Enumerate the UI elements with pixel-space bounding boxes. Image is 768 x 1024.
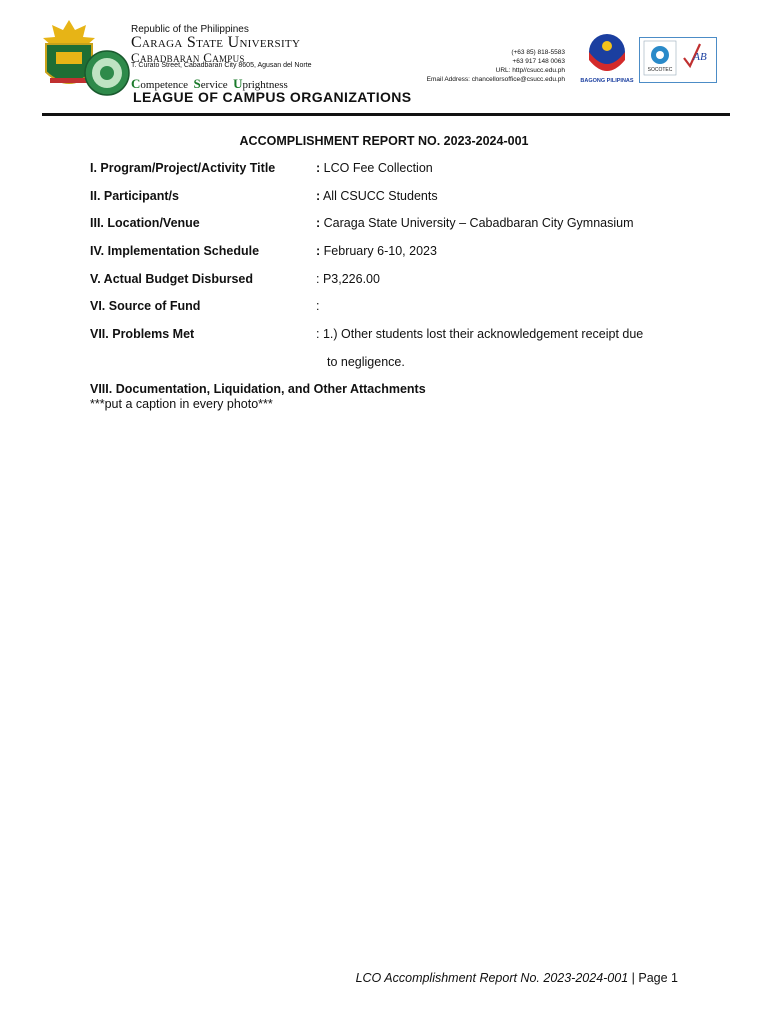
campus-seal-logo (84, 50, 130, 96)
report-title: ACCOMPLISHMENT REPORT NO. 2023-2024-001 (239, 134, 529, 148)
svg-text:BAGONG PILIPINAS: BAGONG PILIPINAS (580, 78, 634, 84)
university-name: Caraga State University (131, 34, 301, 51)
field-value-problems: : 1.) Other students lost their acknowledgement receipt due (316, 327, 644, 341)
bagong-pilipinas-logo (578, 32, 636, 84)
field-value-title: : LCO Fee Collection (316, 161, 433, 175)
documentation-heading: VIII. Documentation, Liquidation, and Other Attachments (90, 382, 426, 396)
contact-phone-2: +63 917 148 0063 (512, 58, 565, 65)
svg-text:SOCOTEC: SOCOTEC (647, 67, 673, 73)
field-label-schedule: IV. Implementation Schedule (90, 244, 260, 258)
footer-page-number: | Page 1 (631, 971, 678, 985)
field-label-fund-source: VI. Source of Fund (90, 299, 201, 313)
svg-text:AB: AB (693, 51, 707, 63)
contact-url: URL: http//csucc.edu.ph (495, 67, 565, 74)
field-value-fund-source: : (316, 299, 320, 313)
field-label-participants: II. Participant/s (90, 189, 179, 203)
campus-name: Cabadbaran Campus (131, 50, 245, 65)
caption-note: ***put a caption in every photo*** (90, 397, 273, 411)
republic-text: Republic of the Philippines (131, 24, 249, 35)
organization-name: LEAGUE OF CAMPUS ORGANIZATIONS (133, 89, 412, 105)
field-label-venue: III. Location/Venue (90, 216, 200, 230)
field-value-schedule: : February 6-10, 2023 (316, 244, 437, 258)
field-label-problems: VII. Problems Met (90, 327, 195, 341)
contact-phone-1: (+63 85) 818-5583 (511, 49, 565, 56)
certification-logos (639, 37, 717, 83)
field-value-budget: : P3,226.00 (316, 272, 380, 286)
field-value-participants: : All CSUCC Students (316, 189, 438, 203)
contact-email: Email Address: chancellorsoffice@csucc.edu.ph (426, 76, 565, 83)
campus-address: T. Curato Street, Cabadbaran City 8605, Agusan del Norte (131, 62, 312, 69)
field-label-title: I. Program/Project/Activity Title (90, 161, 276, 175)
motto: Competence Service Uprightness (131, 76, 288, 91)
field-value-venue: : Caraga State University – Cabadbaran City Gymnasium (316, 216, 634, 230)
field-label-budget: V. Actual Budget Disbursed (90, 272, 253, 286)
footer-report-ref: LCO Accomplishment Report No. 2023-2024-001 (355, 971, 629, 985)
field-value-problems-cont: to negligence. (327, 355, 405, 369)
contact-info (427, 48, 565, 84)
page-footer (356, 971, 678, 985)
header-divider (42, 113, 730, 116)
